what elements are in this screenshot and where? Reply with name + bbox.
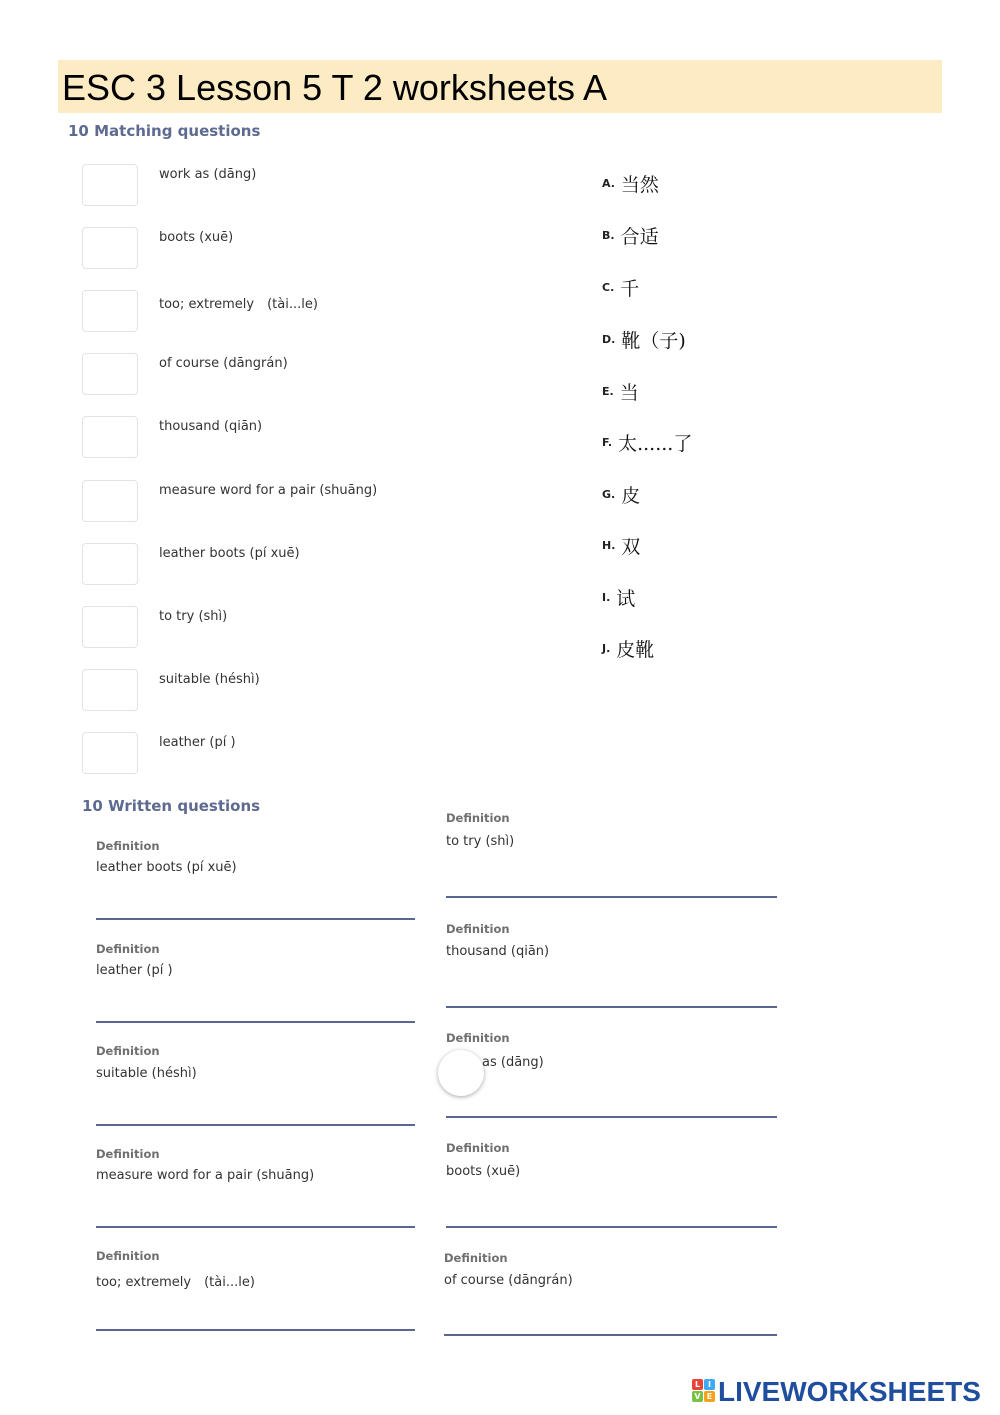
match-term-9: suitable (héshì) [159, 672, 260, 687]
option-letter: H. [602, 539, 616, 552]
match-term-5: thousand (qiān) [159, 419, 263, 434]
match-term-3: too; extremely (tài...le) [159, 297, 318, 312]
match-answer-box-9[interactable] [82, 669, 138, 711]
matching-heading: 10 Matching questions [68, 122, 261, 140]
match-option-h [602, 532, 640, 559]
match-term-10: leather (pí ) [159, 735, 236, 750]
match-answer-box-3[interactable] [82, 290, 138, 332]
logo-icon-cell: I [704, 1379, 715, 1390]
definition-label: Definition [446, 1141, 510, 1155]
definition-label: Definition [446, 811, 510, 825]
definition-text: leather boots (pí xuē) [96, 860, 237, 875]
option-letter: B. [602, 229, 615, 242]
worksheet-title: ESC 3 Lesson 5 T 2 worksheets A [62, 67, 607, 108]
cursor-circle [438, 1050, 484, 1096]
match-answer-box-8[interactable] [82, 606, 138, 648]
match-term-8: to try (shì) [159, 609, 228, 624]
option-text: 太......了 [618, 433, 693, 455]
definition-text: measure word for a pair (shuāng) [96, 1168, 315, 1183]
definition-label: Definition [446, 922, 510, 936]
option-letter: F. [602, 436, 613, 449]
match-answer-box-1[interactable] [82, 164, 138, 206]
option-text: 合适 [620, 226, 659, 248]
definition-label: Definition [96, 942, 160, 956]
definition-label: Definition [446, 1031, 510, 1045]
answer-line[interactable] [96, 1226, 415, 1228]
option-letter: D. [602, 333, 616, 346]
liveworksheets-logo-icon [692, 1379, 716, 1403]
option-letter: E. [602, 385, 614, 398]
option-letter: A. [602, 177, 615, 190]
match-option-a [602, 170, 659, 197]
match-option-c [602, 274, 639, 301]
option-text: 当然 [620, 174, 659, 196]
option-letter: G. [602, 488, 616, 501]
option-letter: I. [602, 591, 611, 604]
definition-label: Definition [96, 1044, 160, 1058]
answer-line[interactable] [444, 1334, 777, 1336]
definition-text: leather (pí ) [96, 963, 173, 978]
definition-label: Definition [96, 1147, 160, 1161]
answer-line[interactable] [96, 918, 415, 920]
option-letter: C. [602, 281, 615, 294]
match-term-2: boots (xuē) [159, 230, 234, 245]
answer-line[interactable] [446, 896, 777, 898]
answer-line[interactable] [96, 1021, 415, 1023]
option-text: 当 [619, 382, 639, 404]
match-answer-box-2[interactable] [82, 227, 138, 269]
match-term-7: leather boots (pí xuē) [159, 546, 300, 561]
definition-text: boots (xuē) [446, 1164, 521, 1179]
definition-label: Definition [96, 839, 160, 853]
definition-label: Definition [96, 1249, 160, 1263]
option-text: 千 [620, 278, 640, 300]
answer-line[interactable] [446, 1006, 777, 1008]
definition-text: suitable (héshì) [96, 1066, 197, 1081]
match-option-g [602, 481, 640, 508]
option-letter: J. [602, 642, 611, 655]
definition-text: of course (dāngrán) [444, 1273, 573, 1288]
definition-text: as (dāng) [482, 1055, 544, 1070]
logo-icon-cell: V [692, 1391, 703, 1402]
definition-text: to try (shì) [446, 834, 515, 849]
option-text: 皮靴 [616, 639, 655, 661]
written-heading: 10 Written questions [82, 797, 261, 815]
match-option-i [602, 584, 635, 611]
match-answer-box-6[interactable] [82, 480, 138, 522]
definition-text: too; extremely (tài...le) [96, 1275, 255, 1290]
definition-text: thousand (qiān) [446, 944, 550, 959]
match-term-6: measure word for a pair (shuāng) [159, 483, 378, 498]
option-text: 皮 [621, 485, 641, 507]
match-option-e [602, 378, 639, 405]
match-term-1: work as (dāng) [159, 167, 257, 182]
match-answer-box-7[interactable] [82, 543, 138, 585]
match-answer-box-10[interactable] [82, 732, 138, 774]
answer-line[interactable] [96, 1124, 415, 1126]
title-bar [58, 60, 942, 113]
match-option-d [602, 326, 686, 353]
logo-icon-cell: E [704, 1391, 715, 1402]
match-answer-box-5[interactable] [82, 416, 138, 458]
option-text: 试 [616, 588, 636, 610]
match-option-b [602, 222, 659, 249]
logo-icon-cell: L [692, 1379, 703, 1390]
match-option-f [602, 429, 692, 456]
match-answer-box-4[interactable] [82, 353, 138, 395]
answer-line[interactable] [96, 1329, 415, 1331]
definition-label: Definition [444, 1251, 508, 1265]
liveworksheets-logo-text: LIVEWORKSHEETS [718, 1376, 981, 1407]
option-text: 双 [621, 536, 641, 558]
answer-line[interactable] [446, 1226, 777, 1228]
match-option-j [602, 635, 654, 662]
match-term-4: of course (dāngrán) [159, 356, 288, 371]
answer-line[interactable] [446, 1116, 777, 1118]
option-text: 靴（子) [621, 330, 686, 352]
